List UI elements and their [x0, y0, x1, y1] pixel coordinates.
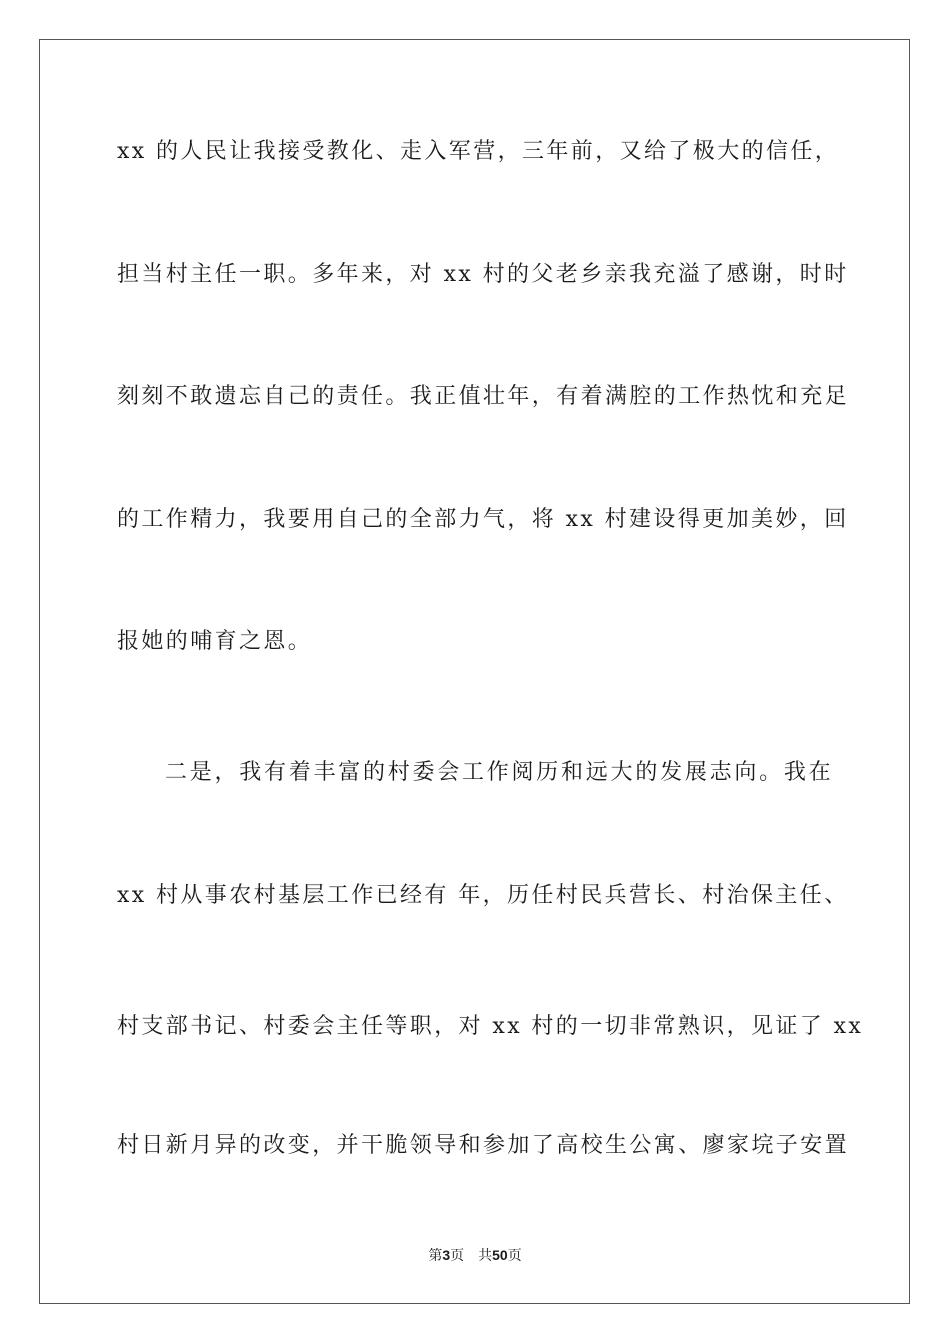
footer-page-prefix: 第 [428, 1248, 443, 1264]
body-line-8: 村支部书记、村委会主任等职，对 xx 村的一切非常熟识，见证了 xx [117, 1014, 864, 1039]
body-line-3: 刻刻不敢遗忘自己的责任。我正值壮年，有着满腔的工作热忱和充足 [117, 384, 850, 409]
body-line-5: 报她的哺育之恩。 [117, 629, 313, 654]
page-border [39, 39, 910, 1304]
footer-page-suffix: 页 [450, 1248, 465, 1264]
footer-page-number: 3 [442, 1247, 451, 1263]
body-line-4: 的工作精力，我要用自己的全部力气，将 xx 村建设得更加美妙，回 [117, 507, 849, 532]
body-line-9: 村日新月异的改变，并干脆领导和参加了高校生公寓、廖家垸子安置 [117, 1133, 850, 1158]
page-footer [0, 1245, 950, 1266]
footer-total-pages: 50 [492, 1247, 508, 1263]
footer-total-prefix: 共 [478, 1248, 493, 1264]
body-line-7: xx 村从事农村基层工作已经有 年，历任村民兵营长、村治保主任、 [117, 883, 849, 908]
footer-total-suffix: 页 [507, 1248, 522, 1264]
body-line-6: 二是，我有着丰富的村委会工作阅历和远大的发展志向。我在 [165, 760, 833, 785]
body-line-2: 担当村主任一职。多年来，对 xx 村的父老乡亲我充溢了感谢，时时 [117, 262, 849, 287]
body-line-1: xx 的人民让我接受教化、走入军营，三年前，又给了极大的信任， [117, 139, 840, 164]
